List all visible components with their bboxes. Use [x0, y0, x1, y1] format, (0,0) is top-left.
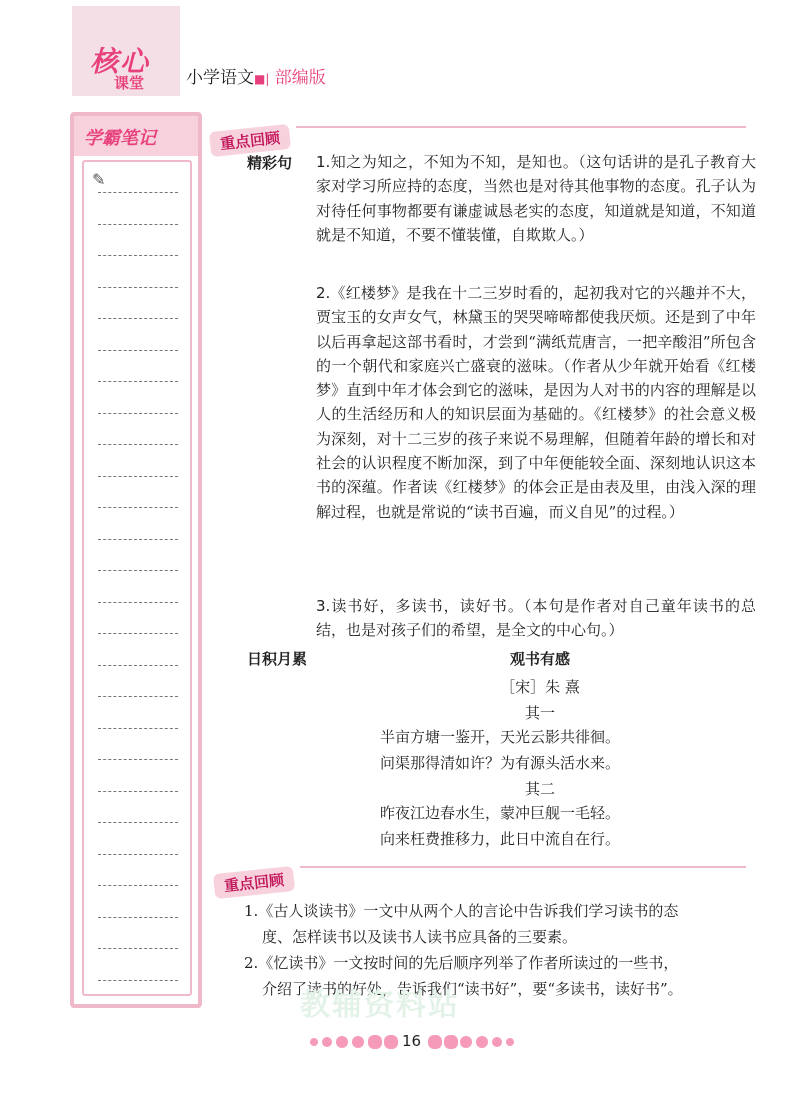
logo-main-text: 核心: [90, 45, 151, 78]
item-number: 1.: [316, 153, 331, 171]
item-text-line: 《古人谈读书》一文中从两个人的言论中告诉我们学习读书的态: [258, 902, 679, 920]
sentence-item: [316, 281, 756, 591]
note-line: [98, 350, 178, 351]
note-line: [98, 822, 178, 823]
section-divider: [300, 866, 746, 868]
note-line: [98, 791, 178, 792]
brand-logo: [72, 6, 180, 96]
note-line: [98, 633, 178, 634]
separator-dot-icon: ■|: [254, 72, 270, 86]
note-line: [98, 728, 178, 729]
poem-part-title: 其一: [524, 704, 555, 722]
note-line: [98, 476, 178, 477]
decor-dot-icon: [368, 1035, 382, 1049]
item-text: 《红楼梦》是我在十二三岁时看的，起初我对它的兴趣并不大，贾宝玉的女声女气，林黛玉的哭哭啼啼都使我厌烦。还是到了中年以后再拿起这部书看时，才尝到“满纸荒唐言，一把辛酸泪”所包含的一个朝代和家庭兴亡盛衰的滋味。（作者从少年就开始看《红楼梦》直到中年才体会到它的滋味，是因为人对书的内容的理解是以人的生活经历和人的知识层面为基础的。《红楼梦》的社会意义极为深刻，对十二三岁的孩子来说不易理解，但随着年龄的增长和对社会的认识程度不断加深，到了中年便能较全面、深刻地认识这本书的深蕴。作者读《红楼梦》的体会正是由表及里，由浅入深的理解过程，也就是常说的“读书百遍，而义自见”的过程。）: [316, 284, 756, 521]
subject-title: [186, 63, 326, 88]
logo-sub-text: 课堂: [114, 74, 145, 92]
note-line: [98, 255, 178, 256]
subject-name: 小学语文: [186, 68, 254, 88]
poem-line: 问渠那得清如许？为有源头活水来。: [380, 754, 621, 772]
decor-dot-icon: [384, 1035, 398, 1049]
note-line: [98, 287, 178, 288]
note-line: [98, 539, 178, 540]
poem-title: 观书有感: [509, 650, 570, 668]
sidebar-title: 学霸笔记: [84, 128, 156, 149]
section-tag-review: 重点回顾: [209, 124, 291, 157]
note-line: [98, 759, 178, 760]
note-line: [98, 570, 178, 571]
decor-dot-icon: [322, 1037, 332, 1047]
item-text-line: 度、怎样读书以及读书人读书应具备的三要素。: [262, 928, 578, 946]
poem-part-title: 其二: [524, 780, 555, 798]
page-number: 16: [402, 1032, 422, 1050]
decor-dot-icon: [476, 1036, 488, 1048]
sidebar-header: [74, 116, 198, 156]
note-line: [98, 885, 178, 886]
item-number: 3.: [316, 597, 331, 615]
note-line: [98, 665, 178, 666]
note-line: [98, 192, 178, 193]
poem-author: ［宋］朱 熹: [500, 678, 580, 696]
note-line: [98, 507, 178, 508]
decor-dot-icon: [352, 1036, 364, 1048]
label-excellent-sentences: 精彩句: [247, 154, 293, 172]
review-item: [244, 898, 754, 950]
note-line: [98, 948, 178, 949]
item-text: 知之为知之，不知为不知，是知也。（这句话讲的是孔子教育大家对学习所应持的态度，当然也是对待其他事物的态度。孔子认为对待任何事物都要有谦虚诚恳老实的态度，知道就是知道，不知道就是不知道，不要不懂装懂，自欺欺人。）: [316, 153, 756, 244]
decor-dot-icon: [492, 1037, 502, 1047]
item-number: 1.: [244, 902, 259, 920]
decor-dot-icon: [444, 1035, 458, 1049]
note-line: [98, 917, 178, 918]
notes-sidebar: [70, 112, 202, 1008]
sentence-item: [316, 150, 756, 270]
pencil-icon: ✎: [92, 170, 106, 189]
note-line: [98, 381, 178, 382]
edition-name: 部编版: [274, 68, 326, 88]
item-text-line: 介绍了读书的好处，告诉我们“读书好”，要“多读书，读好书”。: [262, 980, 683, 998]
note-line: [98, 444, 178, 445]
item-number: 2.: [316, 284, 331, 302]
poem-line: 半亩方塘一鉴开，天光云影共徘徊。: [380, 728, 621, 746]
decor-dot-icon: [310, 1038, 318, 1046]
item-number: 2.: [244, 954, 259, 972]
note-line: [98, 696, 178, 697]
section-tag-review: 重点回顾: [213, 866, 295, 899]
label-daily-accumulation: 日积月累: [247, 650, 308, 668]
item-text-line: 《忆读书》一文按时间的先后顺序列举了作者所读过的一些书，: [258, 954, 679, 972]
page-number-bar: [310, 1032, 520, 1052]
notes-area: [82, 160, 192, 996]
note-line: [98, 854, 178, 855]
decor-dot-icon: [336, 1036, 348, 1048]
item-text: 读书好，多读书，读好书。（本句是作者对自己童年读书的总结，也是对孩子们的希望，是全文的中心句。）: [316, 597, 756, 640]
decor-dot-icon: [506, 1038, 514, 1046]
decor-dot-icon: [428, 1035, 442, 1049]
note-line: [98, 413, 178, 414]
note-line: [98, 980, 178, 981]
decor-dot-icon: [460, 1036, 472, 1048]
poem-line: 昨夜江边春水生，蒙冲巨舰一毛轻。: [380, 804, 621, 822]
section-divider: [296, 126, 746, 128]
note-line: [98, 224, 178, 225]
note-line: [98, 602, 178, 603]
watermark-text: 教辅资料站: [300, 988, 460, 1023]
note-line: [98, 318, 178, 319]
sentence-item: [316, 594, 756, 644]
poem-line: 向来枉费推移力，此日中流自在行。: [380, 830, 621, 848]
